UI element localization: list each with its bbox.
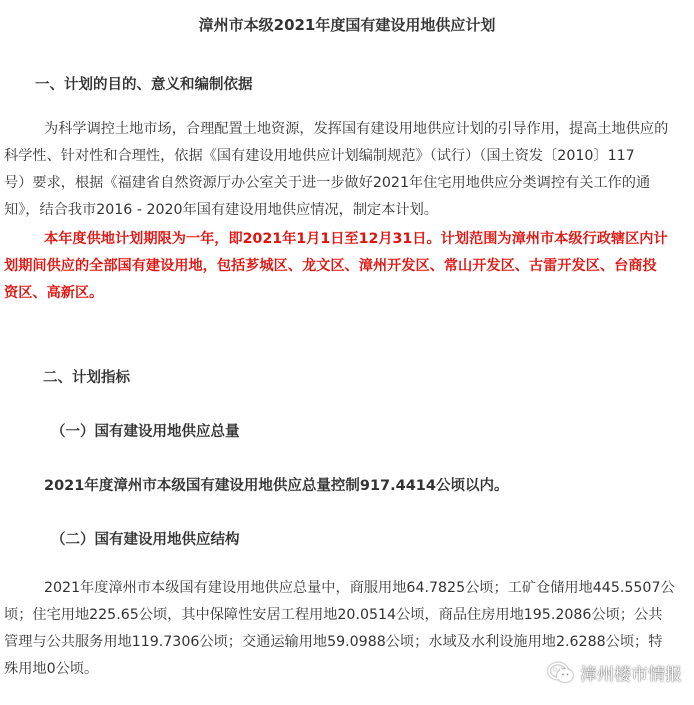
paragraph-basis (4, 116, 668, 224)
subsection-2-heading: （二）国有建设用地供应结构 (51, 532, 240, 548)
paragraph-line: 为科学调控土地市场，合理配置土地资源，发挥国有建设用地供应计划的引导作用，提高土地供应的 (44, 121, 669, 137)
watermark-label: 漳州楼市情报 (580, 665, 682, 685)
wechat-icon (548, 662, 574, 684)
paragraph-line: 号）要求，根据《福建省自然资源厅办公室关于进一步做好2021年住宅用地供应分类调控有关工作的通 (4, 175, 651, 191)
paragraph-line: 2021年度漳州市本级国有建设用地供应总量中，商服用地64.7825公顷；工矿仓储用地445.5507公 (44, 580, 675, 596)
paragraph-line: 知》，结合我市2016 - 2020年国有建设用地供应情况，制定本计划。 (4, 202, 438, 218)
document-title: 漳州市本级2021年度国有建设用地供应计划 (198, 16, 496, 34)
paragraph-line: 管理与公共服务用地119.7306公顷；交通运输用地59.0988公顷；水域及水利设施用地2.6288公顷；特 (4, 634, 663, 650)
paragraph-line: 本年度供地计划期限为一年，即2021年1月1日至12月31日。计划范围为漳州市本级行政辖区内计 (44, 231, 668, 247)
subsection-1-heading: （一）国有建设用地供应总量 (51, 424, 240, 440)
paragraph-period-scope (4, 226, 668, 307)
paragraph-line: 顷；住宅用地225.65公顷，其中保障性安居工程用地20.0514公顷，商品住房用地195.2086公顷；公共 (4, 607, 663, 623)
watermark (548, 660, 682, 685)
section-2-heading: 二、计划指标 (43, 370, 130, 386)
paragraph-line: 科学性、针对性和合理性，依据《国有建设用地供应计划编制规范》（试行）（国土资发〔2010〕117 (4, 148, 635, 164)
paragraph-line: 殊用地0公顷。 (4, 661, 99, 677)
section-1-heading: 一、计划的目的、意义和编制依据 (35, 77, 253, 93)
paragraph-line: 划期间供应的全部国有建设用地，包括芗城区、龙文区、漳州开发区、常山开发区、古雷开发区、台商投 (4, 258, 657, 274)
supply-total-statement: 2021年度漳州市本级国有建设用地供应总量控制917.4414公顷以内。 (44, 478, 509, 494)
paragraph-line: 资区、高新区。 (4, 285, 104, 301)
